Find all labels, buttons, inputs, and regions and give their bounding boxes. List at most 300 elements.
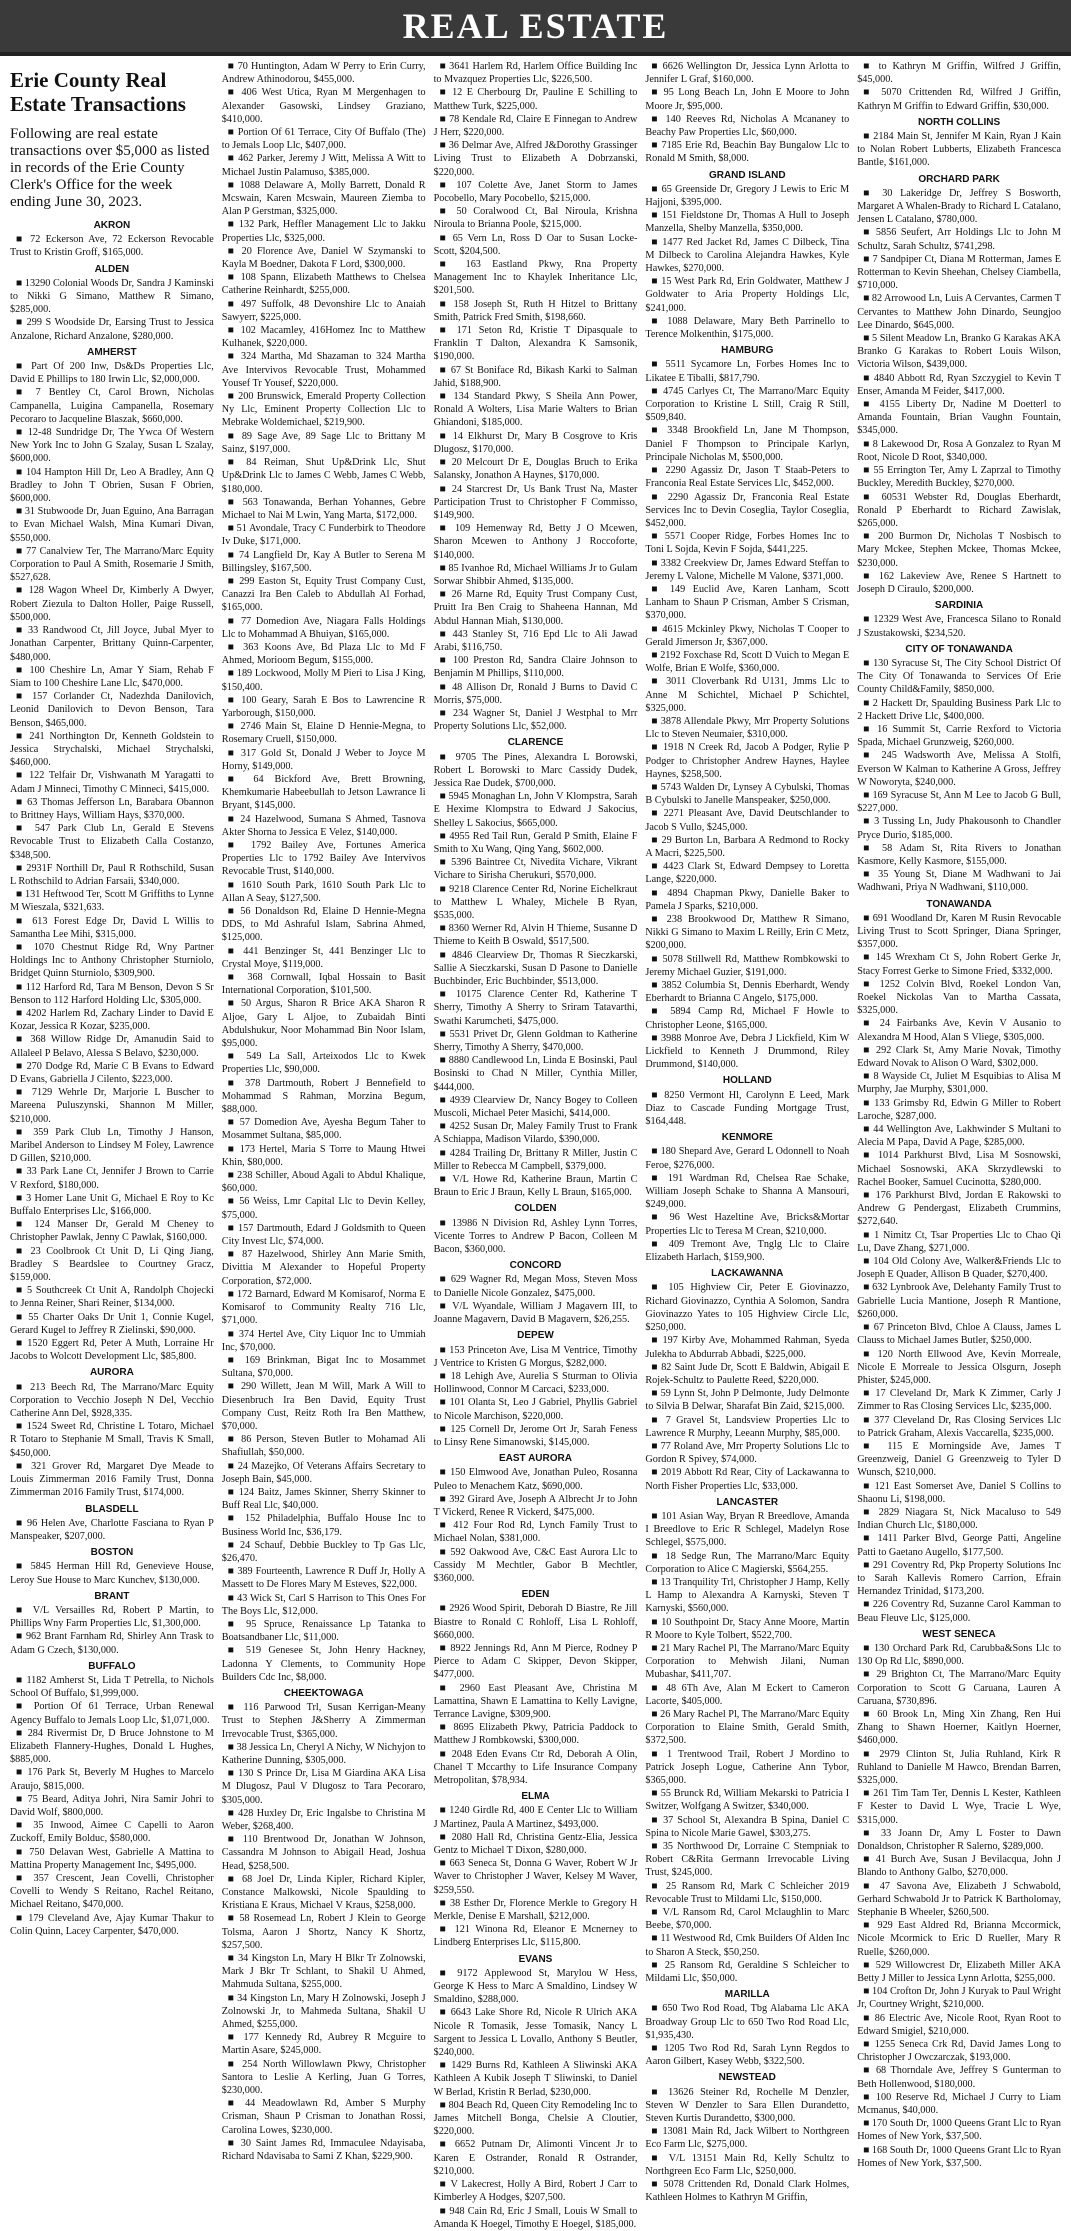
transaction-entry: ■ 691 Woodland Dr, Karen M Rusin Revocable Living Trust to Scott Springer, Diana Springer, $357,000. <box>857 912 1061 951</box>
transaction-entry: ■ 377 Cleveland Dr, Ras Closing Services Llc to Patrick Graham, Alexis Vaccarella, $235,000. <box>857 1414 1061 1439</box>
transaction-entry: ■ 299 Easton St, Equity Trust Company Cust, Canazzi Ira Ben Caleb to Abdullah Al Forhad, $165,000. <box>221 575 426 614</box>
transaction-entry: ■ 4284 Trailing Dr, Brittany R Miller, Justin C Miller to Rebecca M Campbell, $379,000. <box>433 1147 638 1172</box>
transaction-entry: ■ 4846 Clearview Dr, Thomas R Sieczkarski, Sallie A Sieczkarski, Susan D Pasone to Danielle Buchbinder, Eric Buchbinder, $513,000. <box>433 949 638 988</box>
transaction-entry: ■ 30 Saint James Rd, Immaculee Ndayisaba, Richard Ndavisaba to Sami Z Khan, $229,900. <box>221 2137 426 2163</box>
transaction-entry: ■ 2960 East Pleasant Ave, Christina M Lamattina, Shawn E Lamattina to Kelly Lavigne, Terrance Lavigne, $309,900. <box>433 1682 638 1720</box>
town-heading: ALDEN <box>94 263 130 275</box>
transaction-entry: ■ 58 Adam St, Rita Rivers to Jonathan Kasmore, Kelly Kasmore, $155,000. <box>857 842 1061 867</box>
transaction-entry: ■ 5078 Crittenden Rd, Donald Clark Holmes, Kathleen Holmes to Kathryn M Griffin, <box>645 2179 850 2204</box>
transaction-entry: ■ 56 Weiss, Lmr Capital Llc to Devin Kelley, $75,000. <box>221 1196 426 1221</box>
transaction-entry: ■ 163 Eastland Pkwy, Rna Property Management Inc to Khaylek Inheritance Llc, $201,500. <box>433 259 638 297</box>
transaction-entry: ■ 962 Brant Farnham Rd, Shirley Ann Trask to Adam G Czech, $130,000. <box>10 1631 214 1656</box>
transaction-entry: ■ 152 Philadelphia, Buffalo House Inc to Business World Inc, $36,179. <box>221 1513 426 1538</box>
transaction-entry: ■ 78 Kendale Rd, Claire E Finnegan to Andrew J Herr, $220,000. <box>433 113 638 139</box>
transaction-entry: ■ 5078 Stillwell Rd, Matthew Rombkowski to Jeremy Michael Guzier, $191,000. <box>645 953 850 978</box>
transaction-entry: ■ 359 Park Club Ln, Timothy J Hanson, Maribel Anderson to Lindsey M Foley, Lawrence D Gillen, $210,000. <box>10 1126 214 1165</box>
transaction-entry: ■ 1014 Parkhurst Blvd, Lisa M Sosnowski, Michael Sosnowski, AKA Skrzydlewski to Rachel Booker, Samuel Cucinotta, $280,000. <box>857 1150 1061 1188</box>
transaction-entry: ■ 191 Wardman Rd, Chelsea Rae Schake, William Joseph Schake to Shanna A Mansouri, $249,000. <box>645 1172 850 1211</box>
transaction-entry: ■ 33 Park Lane Ct, Jennifer J Brown to Carrie V Rexford, $180,000. <box>10 1166 214 1191</box>
transaction-entry: ■ 5945 Monaghan Ln, John V Klompstra, Sarah E Hexime Klompstra to Edward J Sakocius, Shelley L Sakocius, $665,000. <box>433 791 638 829</box>
town-heading: EDEN <box>521 1589 550 1601</box>
transaction-entry: ■ 8880 Candlewood Ln, Linda E Bosinski, Paul Bosinski to Chad N Miller, Cynthia Miller, $444,000. <box>433 1055 638 1093</box>
transaction-entry: ■ 10175 Clarence Center Rd, Katherine T Sherry, Timothy A Sherry to Sriram Tatavarthi, Swathi Karumcheti, $475,000. <box>433 989 638 1027</box>
transaction-entry: ■ 102 Macamley, 416Homez Inc to Matthew Kulhanek, $220,000. <box>221 325 426 350</box>
transaction-entry: ■ 6652 Putnam Dr, Alimonti Vincent Jr to Karen E Ostrander, Ronald R Ostrander, $210,000. <box>433 2139 638 2177</box>
transaction-entry: ■ V/L Ransom Rd, Carol Mclaughlin to Marc Beebe, $70,000. <box>645 1907 850 1932</box>
transaction-entry: ■ 5396 Baintree Ct, Nivedita Vichare, Vikrant Vichare to Sirisha Cherukuri, $570,000. <box>433 857 638 882</box>
transaction-entry: ■ 20 Florence Ave, Daniel W Szymanski to Kayla M Boedner, Dakota F Lord, $300,000. <box>221 245 426 271</box>
town-heading: ORCHARD PARK <box>918 173 1000 185</box>
transaction-entry: ■ 270 Dodge Rd, Marie C B Evans to Edward D Evans, Gabriella J Cilento, $223,000. <box>10 1060 214 1085</box>
transaction-entry: ■ 1088 Delaware, Mary Beth Parrinello to Terence Molkenthin, $175,000. <box>645 315 850 341</box>
transaction-entry: ■ 170 South Dr, 1000 Queens Grant Llc to Ryan Homes of New York, $37,500. <box>857 2118 1061 2143</box>
transaction-entry: ■ 1477 Red Jacket Rd, James C Dilbeck, Tina M Dilbeck to Carolina Alejandra Hawkes, Kyle Hawkes, $270,000. <box>645 236 850 275</box>
column-2 <box>221 60 426 2163</box>
transaction-entry: ■ 291 Coventry Rd, Pkp Property Solutions Inc to Sarah Kallevis Romero Carrion, Efrain Hernandez Trinidad, $173,200. <box>857 1559 1061 1598</box>
transaction-entry: ■ 4423 Clark St, Edward Dempsey to Loretta Lange, $220,000. <box>645 861 850 886</box>
article-body <box>0 60 1071 2230</box>
transaction-entry: ■ 8360 Werner Rd, Alvin H Thieme, Susanne D Thieme to Keith B Oswald, $517,500. <box>433 923 638 948</box>
transaction-entry: ■ 12-48 Sundridge Dr, The Ywca Of Western New York Inc to John G Szalay, Susan L Szalay, $600,000. <box>10 427 214 465</box>
transaction-entry: ■ 179 Cleveland Ave, Ajay Kumar Thakur to Colin Quinn, Lacey Carpenter, $470,000. <box>10 1912 214 1937</box>
transaction-entry: ■ V/L Wyandale, William J Magavern III, to Joanne Magavern, David B Magavern, $26,255. <box>433 1300 638 1326</box>
transaction-entry: ■ 1205 Two Rod Rd, Sarah Lynn Regdos to Aaron Gilbert, Kasey Webb, $322,500. <box>645 2043 850 2068</box>
transaction-entry: ■ 169 Syracuse St, Ann M Lee to Jacob G Bull, $227,000. <box>857 789 1061 815</box>
transaction-entry: ■ 412 Four Rod Rd, Lynch Family Trust to Michael Nolan, $381,000. <box>433 1520 638 1545</box>
transaction-entry: ■ 84 Reiman, Shut Up&Drink Llc, Shut Up&Drink Llc to James C Webb, James C Webb, $180,000. <box>221 457 426 495</box>
transaction-entry: ■ 6643 Lake Shore Rd, Nicole R Ulrich AKA Nicole R Tomasik, Jesse Tomasik, Nancy L Sargent to Jessica L Lovallo, Anthony S Beutler, $240,000. <box>433 2007 638 2059</box>
transaction-entry: ■ 77 Canalview Ter, The Marrano/Marc Equity Corporation to Paul A Smith, Rosemarie J Smith, $527,628. <box>10 545 214 584</box>
transaction-entry: ■ 104 Crofton Dr, John J Kuryak to Paul Wright Jr, Courtney Wright, $210,000. <box>857 1986 1061 2011</box>
transaction-entry: ■ 592 Oakwood Ave, C&C East Aurora Llc to Cassidy M Mechtler, Gabor B Mechtler, $360,000. <box>433 1546 638 1584</box>
transaction-entry: ■ 60 Brook Ln, Ming Xin Zhang, Ren Hui Zhang to Shawn Hoerner, Kaitlyn Hoerner, $460,000. <box>857 1708 1061 1747</box>
town-heading: EVANS <box>518 1953 553 1965</box>
transaction-entry: ■ 177 Kennedy Rd, Aubrey R Mcguire to Martin Asare, $245,000. <box>221 2032 426 2057</box>
transaction-entry: ■ 105 Highview Cir, Peter E Giovinazzo, Richard Giovinazzo, Cynthia A Solomon, Sandra Giovinazzo Yates to 105 Highview Circle Llc, $250,000. <box>645 1282 850 1334</box>
transaction-entry: ■ 86 Electric Ave, Nicole Root, Ryan Root to Edward Smigiel, $210,000. <box>857 2012 1061 2037</box>
transaction-entry: ■ 406 West Utica, Ryan M Mergenhagen to Alexander Gasowski, Lindsey Graziano, $410,000. <box>221 87 426 125</box>
transaction-entry: ■ Portion Of 61 Terrace, Urban Renewal Agency Buffalo to Jemals Loop Llc, $1,071,000. <box>10 1701 214 1726</box>
transaction-entry: ■ 17 Cleveland Dr, Mark K Zimmer, Carly J Zimmer to Ras Closing Services Llc, $235,000. <box>857 1388 1061 1413</box>
transaction-entry: ■ 549 La Sall, Arteixodos Llc to Kwek Properties Llc, $90,000. <box>221 1051 426 1076</box>
transaction-entry: ■ 2746 Main St, Elaine D Hennie-Megna, to Rosemary Cruell, $150,000. <box>221 721 426 746</box>
transaction-entry: ■ 25 Ransom Rd, Geraldine S Schleicher to Mildami Llc, $50,000. <box>645 1959 850 1985</box>
transaction-entry: ■ 176 Parkhurst Blvd, Jordan E Rakowski to Andrew G Pendergast, Elizabeth Crummins, $272,640. <box>857 1190 1061 1228</box>
transaction-entry: ■ 1792 Bailey Ave, Fortunes America Properties Llc to 1792 Bailey Ave Intervivos Revocable Trust, $140,000. <box>221 839 426 878</box>
transaction-entry: ■ 121 East Somerset Ave, Daniel S Collins to Shaonu Li, $198,000. <box>857 1480 1061 1505</box>
transaction-entry: ■ 70 Huntington, Adam W Perry to Erin Curry, Andrew Athinodorou, $455,000. <box>221 61 426 86</box>
transaction-entry: ■ 290 Willett, Jean M Will, Mark A Will to Diesenbruch Ira Ben David, Equity Trust Company Cust, Reitz Roth Ira Ben Matthew, $70,000. <box>221 1381 426 1432</box>
transaction-entry: ■ 3382 Creekview Dr, James Edward Steffan to Jeremy L Valone, Michelle M Valone, $371,000. <box>645 557 850 582</box>
transaction-entry: ■ 4202 Harlem Rd, Zachary Linder to David E Kozar, Jessica R Kozar, $235,000. <box>10 1007 214 1033</box>
town-heading: EAST AURORA <box>499 1453 572 1465</box>
transaction-entry: ■ 374 Hertel Ave, City Liquor Inc to Ummiah Inc, $70,000. <box>221 1328 426 1353</box>
transaction-entry: ■ 86 Person, Steven Butler to Mohamad Ali Shafiullah, $50,000. <box>221 1434 426 1459</box>
transaction-entry: ■ 55 Brunck Rd, William Mekarski to Patricia I Switzer, Wolfgang A Switzer, $340,000. <box>645 1788 850 1813</box>
transaction-entry: ■ 4955 Red Tail Run, Gerald P Smith, Elaine F Smith to Xu Wang, Qing Yang, $602,000. <box>433 830 638 855</box>
transaction-entry: ■ 101 Asian Way, Bryan R Breedlove, Amanda I Breedlove to Eric R Schlegel, Madelyn Rose Schlegel, $575,000. <box>645 1510 850 1549</box>
transaction-entry: ■ 213 Beech Rd, The Marrano/Marc Equity Corporation to Vecchio Joseph N Del, Vecchio Catherine Ann Del, $928,335. <box>10 1381 214 1420</box>
transaction-entry: ■ 9705 The Pines, Alexandra L Borowski, Robert L Borowski to Marc Cassidy Dudek, Jessica Rae Dudek, $700,000. <box>433 751 638 789</box>
town-heading: CONCORD <box>509 1260 562 1272</box>
transaction-entry: ■ 2290 Agassiz Dr, Franconia Real Estate Services Inc to Devin Coseglia, Taylor Coseglia, $452,000. <box>645 491 850 529</box>
transaction-entry: ■ 26 Marne Rd, Equity Trust Company Cust, Pruitt Ira Ben Craig to Shaheena Hannan, Md Abdul Hannan Miah, $130,000. <box>433 589 638 627</box>
transaction-entry: ■ 363 Koons Ave, Bd Plaza Llc to Md F Ahmed, Morioom Begum, $155,000. <box>221 641 426 667</box>
transaction-entry: ■ 14 Elkhurst Dr, Mary B Cosgrove to Kris Dlugosz, $170,000. <box>433 430 638 455</box>
transaction-entry: ■ 180 Shepard Ave, Gerard L Odonnell to Noah Feroe, $276,000. <box>645 1146 850 1171</box>
town-heading: DEPEW <box>517 1330 554 1342</box>
transaction-entry: ■ 67 Princeton Blvd, Chloe A Clauss, James L Clauss to Michael James Butler, $250,000. <box>857 1322 1061 1347</box>
transaction-entry: ■ 1255 Seneca Crk Rd, David James Long to Christopher J Owczarczak, $193,000. <box>857 2039 1061 2064</box>
transaction-entry: ■ 1182 Amherst St, Lida T Petrella, to Nichols School Of Buffalo, $1,999,000. <box>10 1674 214 1700</box>
transaction-entry: ■ 34 Kingston Ln, Mary H Zolnowski, Joseph J Zolnowski Jr, to Mahmeda Sultana, Shakil U Ahmed, $255,000. <box>221 1992 426 2031</box>
town-heading: NEWSTEAD <box>718 2072 776 2084</box>
transaction-entry: ■ 29 Brighton Ct, The Marrano/Marc Equity Corporation to Scott G Caruana, Lauren A Caruana, $730,896. <box>857 1669 1061 1707</box>
transaction-entry: ■ 85 Ivanhoe Rd, Michael Williams Jr to Gulam Sorwar Shibbir Ahmed, $135,000. <box>433 562 638 587</box>
transaction-entry: ■ 124 Baitz, James Skinner, Sherry Skinner to Buff Real Llc, $40,000. <box>221 1486 426 1512</box>
transaction-entry: ■ 16 Summit St, Carrie Rexford to Victoria Spada, Michael Grunzweig, $260,000. <box>857 723 1061 749</box>
transaction-entry: ■ to Kathryn M Griffin, Wilfred J Griffin, $45,000. <box>857 61 1061 86</box>
transaction-entry: ■ 38 Jessica Ln, Cheryl A Nichy, W Nichyjon to Katherine Dunning, $305,000. <box>221 1741 426 1766</box>
town-heading: CHEEKTOWAGA <box>283 1687 364 1699</box>
transaction-entry: ■ 317 Gold St, Donald J Weber to Joyce M Horny, $149,000. <box>221 747 426 772</box>
transaction-entry: ■ 36 Delmar Ave, Alfred J&Dorothy Grassinger Living Trust to Elizabeth A Dobrzanski, $220,000. <box>433 140 638 178</box>
transaction-entry: ■ 5 Silent Meadow Ln, Branko G Karakas AKA Branko G Karakas to Robert Louis Wilson, Victoria Wilson, $439,000. <box>857 333 1061 371</box>
transaction-entry: ■ 24 Starcrest Dr, Us Bank Trust Na, Master Participation Trust to Christopher F Commisso, $149,900. <box>433 483 638 521</box>
transaction-entry: ■ 104 Hampton Hill Dr, Leo A Bradley, Ann Q Bradley to John T Obrien, Susan F Obrien, $600,000. <box>10 466 214 505</box>
transaction-entry: ■ 9172 Applewood St, Marylou W Hess, George K Hess to Marc A Smaldino, Lindsey W Smaldino, $288,000. <box>433 1967 638 2006</box>
town-heading: AMHERST <box>87 346 137 358</box>
transaction-entry: ■ 72 Eckerson Ave, 72 Eckerson Revocable Trust to Kristin Groff, $165,000. <box>10 234 214 259</box>
transaction-entry: ■ 5894 Camp Rd, Michael F Howle to Christopher Leone, $165,000. <box>645 1006 850 1031</box>
transaction-entry: ■ 1918 N Creek Rd, Jacob A Podger, Rylie P Podger to Christopher Andrew Haynes, Haylee Haynes, $258,500. <box>645 742 850 780</box>
transaction-entry: ■ 2048 Eden Evans Ctr Rd, Deborah A Olin, Chanel T Mccarthy to Life Insurance Company Metropolitan, $78,934. <box>433 1748 638 1786</box>
transaction-entry: ■ 547 Park Club Ln, Gerald E Stevens Revocable Trust to Elizabeth Calla Costanzo, $348,500. <box>10 823 214 861</box>
transaction-entry: ■ 60531 Webster Rd, Douglas Eberhardt, Ronald P Eberhardt to Richard Zawislak, $265,000. <box>857 491 1061 529</box>
town-heading: CITY OF TONAWANDA <box>905 643 1013 655</box>
transaction-entry: ■ 929 East Aldred Rd, Brianna Mccormick, Nicole Mcormick to Eric D Rueller, Mary R Ruelle, $260,000. <box>857 1920 1061 1958</box>
town-heading: CLARENCE <box>507 737 564 749</box>
transaction-entry: ■ 100 Geary, Sarah E Bos to Lawrencine R Yarborough, $150,000. <box>221 694 426 719</box>
transaction-entry: ■ V Lakecrest, Holly A Bird, Robert J Carr to Kimberley A Hodges, $207,500. <box>433 2179 638 2204</box>
transaction-entry: ■ 57 Domedion Ave, Ayesha Begum Taher to Mosammet Sultana, $85,000. <box>221 1117 426 1142</box>
transaction-entry: ■ 261 Tim Tam Ter, Dennis L Kester, Kathleen F Kester to David L Wye, Tracie L Wye, $315,000. <box>857 1788 1061 1826</box>
transaction-entry: ■ V/L Howe Rd, Katherine Braun, Martin C Braun to Eric J Braun, Kelly L Braun, $165,000. <box>433 1174 638 1199</box>
transaction-entry: ■ 171 Seton Rd, Kristie T Dipasquale to Franklin T Dalton, Alexandra K Samsonik, $190,000. <box>433 325 638 363</box>
town-heading: TONAWANDA <box>926 898 992 910</box>
transaction-entry: ■ 158 Joseph St, Ruth H Hitzel to Brittany Smith, Patrick Fred Smith, $198,660. <box>433 298 638 323</box>
transaction-entry: ■ 13081 Main Rd, Jack Wilbert to Northgreen Eco Farm Llc, $275,000. <box>645 2126 850 2151</box>
transaction-entry: ■ 389 Fourteenth, Lawrence R Duff Jr, Holly A Massett to De Flores Mary M Esteves, $22,000. <box>221 1566 426 1591</box>
transaction-entry: ■ 24 Schauf, Debbie Buckley to Tp Gas Llc, $26,470. <box>221 1539 426 1564</box>
transaction-entry: ■ 31 Stubwoode Dr, Juan Eguino, Ana Barragan to Evan Michael Walsh, Mina Kumari Divan, $550,000. <box>10 506 214 544</box>
transaction-entry: ■ 41 Burch Ave, Susan J Bevilacqua, John J Blando to Anthony Galbo, $270,000. <box>857 1854 1061 1879</box>
transaction-entry: ■ 130 Syracuse St, The City School District Of The City Of Tonawanda to Services Of Erie County Child&Family, $850,000. <box>857 657 1061 696</box>
town-heading: HOLLAND <box>722 1075 772 1087</box>
article-headline: Erie County Real Estate Transactions <box>10 68 186 116</box>
transaction-entry: ■ 12329 West Ave, Francesca Silano to Ronald J Szustakowski, $234,520. <box>857 614 1061 639</box>
transaction-entry: ■ 2019 Abbott Rd Rear, City of Lackawanna to North Fisher Properties Llc, $33,000. <box>645 1467 850 1492</box>
transaction-entry: ■ 4155 Liberty Dr, Nadine M Doetterl to Amanda Fountain, Brian Vaughn Fountain, $345,000. <box>857 399 1061 437</box>
transaction-entry: ■ 8922 Jennings Rd, Ann M Pierce, Rodney P Pierce to Adam C Skipper, Devon Skipper, $477,000. <box>433 1642 638 1681</box>
column-1 <box>10 60 214 1936</box>
town-heading: LACKAWANNA <box>711 1268 784 1280</box>
transaction-entry: ■ 30 Lakeridge Dr, Jeffrey S Bosworth, Margaret A Whalen-Brady to Richard L Catalano, Jensen L Catalano, $780,000. <box>857 187 1061 226</box>
transaction-entry: ■ 104 Old Colony Ave, Walker&Friends Llc to Joseph E Quader, Allison B Quader, $270,400. <box>857 1256 1061 1281</box>
transaction-entry: ■ 6626 Wellington Dr, Jessica Lynn Arlotta to Jennifer L Graf, $160,000. <box>645 61 850 86</box>
transaction-entry: ■ 162 Lakeview Ave, Renee S Hartnett to Joseph D Ciraulo, $200,000. <box>857 570 1061 595</box>
transaction-entry: ■ 25 Ransom Rd, Mark C Schleicher 2019 Revocable Trust to Mildami Llc, $150,000. <box>645 1880 850 1905</box>
transaction-entry: ■ 324 Martha, Md Shazaman to 324 Martha Ave Intervivos Revocable Trust, Mohammed Yousef Tr Yousef, $220,000. <box>221 351 426 389</box>
transaction-entry: ■ 12 E Cherbourg Dr, Pauline E Schilling to Matthew Turk, $225,000. <box>433 87 638 112</box>
transaction-entry: ■ 529 Willowcrest Dr, Elizabeth Miller AKA Betty J Miller to Jessica Lynn Arlotta, $255,000. <box>857 1959 1061 1985</box>
transaction-entry: ■ 629 Wagner Rd, Megan Moss, Steven Moss to Danielle Nicole Gonzalez, $475,000. <box>433 1274 638 1299</box>
transaction-entry: ■ 2192 Foxchase Rd, Scott D Vuich to Megan E Wolfe, Brian E Wolfe, $360,000. <box>645 649 850 675</box>
transaction-entry: ■ 48 6Th Ave, Alan M Eckert to Cameron Lacorte, $405,000. <box>645 1682 850 1707</box>
transaction-entry: ■ 1610 South Park, 1610 South Park Llc to Allan A Seay, $127,500. <box>221 879 426 904</box>
transaction-entry: ■ 13290 Colonial Woods Dr, Sandra J Kaminski to Nikki G Simano, Matthew R Simano, $285,000. <box>10 277 214 316</box>
transaction-entry: ■ 50 Argus, Sharon R Brice AKA Sharon R Aljoe, Gary L Aljoe, to Zubaidah Binti Abdulshukur, Noor Mohammad Bin Noor Islam, $95,000. <box>221 998 426 1050</box>
transaction-entry: ■ 7129 Wehrle Dr, Marjorie L Buscher to Mareena Puluszynski, Shannon M Miller, $210,000. <box>10 1087 214 1125</box>
transaction-entry: ■ 189 Lockwood, Molly M Pieri to Lisa J King, $150,400. <box>221 668 426 693</box>
transaction-entry: ■ 1240 Girdle Rd, 400 E Center Llc to William J Martinez, Paula A Martinez, $493,000. <box>433 1805 638 1830</box>
transaction-entry: ■ 632 Lynbrook Ave, Delehanty Family Trust to Gabrielle Lucia Mantione, Joseph R Mantione, $260,000. <box>857 1282 1061 1320</box>
transaction-entry: ■ 1 Nimitz Ct, Tsar Properties Llc to Chao Qi Lu, Dave Zhang, $271,000. <box>857 1229 1061 1254</box>
transaction-entry: ■ 292 Clark St, Amy Marie Novak, Timothy Edward Novak to Alison O Ward, $302,000. <box>857 1044 1061 1070</box>
transaction-entry: ■ 29 Burton Ln, Barbara A Redmond to Rocky A Macri, $225,500. <box>645 834 850 859</box>
transaction-entry: ■ 804 Beach Rd, Queen City Remodeling Inc to James Mitchell Bonga, Chelsie A Cloutier, $220,000. <box>433 2099 638 2138</box>
transaction-entry: ■ 2926 Wood Spirit, Deborah D Biastre, Re Jill Biastre to Ronald C Rohloff, Lisa L Rohloff, $660,000. <box>433 1603 638 1641</box>
transaction-entry: ■ 1524 Sweet Rd, Christine L Totaro, Michael R Totaro to Stephanie M Small, Travis K Small, $450,000. <box>10 1421 214 1459</box>
transaction-entry: ■ 8 Wayside Ct, Juliet M Esquibias to Alisa M Murphy, Jae Murphy, $301,000. <box>857 1071 1061 1096</box>
transaction-entry: ■ 56 Donaldson Rd, Elaine D Hennie-Megna DDS, to Md Ashraful Islam, Sabrina Ahmed, $125,000. <box>221 906 426 944</box>
transaction-entry: ■ 245 Wadsworth Ave, Melissa A Stolfi, Everson W Kalman to Katherine A Gross, Jeffrey W Noworyta, $240,000. <box>857 750 1061 788</box>
transaction-entry: ■ 176 Park St, Beverly M Hughes to Marcelo Araujo, $815,000. <box>10 1767 214 1792</box>
article-intro: Following are real estate transactions over $5,000 as listed in records of the Erie County Clerk's Office for the week ending June 30, 2023. <box>10 126 210 210</box>
town-heading: HAMBURG <box>721 345 774 357</box>
transaction-entry: ■ 48 Allison Dr, Ronald J Burns to David C Morris, $75,000. <box>433 681 638 706</box>
transaction-entry: ■ 26 Mary Rachel Pl, The Marrano/Marc Equity Corporation to Elaine Smith, Gerald Smith, $372,500. <box>645 1708 850 1747</box>
transaction-entry: ■ 750 Delavan West, Gabrielle A Mattina to Mattina Property Management Inc, $495,000. <box>10 1846 214 1871</box>
transaction-entry: ■ 38 Esther Dr, Florence Merkle to Gregory H Merkle, Denise E Marshall, $212,000. <box>433 1897 638 1923</box>
transaction-entry: ■ 4745 Carlyes Ct, The Marrano/Marc Equity Corporation to Kristine L Still, Craig R Still, $509,840. <box>645 385 850 424</box>
transaction-entry: ■ 497 Suffolk, 48 Devonshire Llc to Anaiah Sawyerr, $225,000. <box>221 298 426 323</box>
transaction-entry: ■ 68 Joel Dr, Linda Kipler, Richard Kipler, Constance Malkowski, Nicole Spaulding to Kristiana E Kraus, Michael V Kraus, $258,000. <box>221 1873 426 1912</box>
town-heading: BLASDELL <box>85 1503 139 1515</box>
town-heading: ELMA <box>521 1791 550 1803</box>
transaction-entry: ■ 140 Reeves Rd, Nicholas A Mcananey to Beachy Paw Properties Llc, $60,000. <box>645 113 850 139</box>
transaction-entry: ■ 24 Mazejko, Of Veterans Affairs Secretary to Joseph Bain, $45,000. <box>221 1460 426 1485</box>
transaction-entry: ■ 613 Forest Edge Dr, David L Willis to Samantha Lee Mihi, $315,000. <box>10 915 214 940</box>
transaction-entry: ■ 145 Wrexham Ct S, John Robert Gerke Jr, Stacy Forrest Gerke to Simone Fried, $332,000. <box>857 952 1061 977</box>
transaction-entry: ■ 131 Heftwood Ter, Scott M Griffiths to Lynne M Wieszala, $321,633. <box>10 889 214 914</box>
transaction-entry: ■ 112 Harford Rd, Tara M Benson, Devon S Sr Benson to 112 Harford Holding Llc, $305,000. <box>10 981 214 1006</box>
transaction-entry: ■ 153 Princeton Ave, Lisa M Ventrice, Timothy J Ventrice to Kristen G Morgus, $282,000. <box>433 1344 638 1369</box>
transaction-entry: ■ 8 Lakewood Dr, Rosa A Gonzalez to Ryan M Root, Nicole D Root, $340,000. <box>857 438 1061 463</box>
transaction-entry: ■ 55 Errington Ter, Amy L Zaprzal to Timothy Buckley, Meredith Buckley, $270,000. <box>857 465 1061 490</box>
transaction-entry: ■ 197 Kirby Ave, Mohammed Rahman, Syeda Julekha to Abdurrab Abbadi, $225,000. <box>645 1335 850 1360</box>
transaction-entry: ■ 368 Willow Ridge Dr, Amanudin Said to Allaleel P Belavo, Alessa S Belavo, $230,000. <box>10 1034 214 1059</box>
transaction-entry: ■ 51 Avondale, Tracy C Funderbirk to Theodore Iv Duke, $171,000. <box>221 523 426 548</box>
transaction-entry: ■ 3852 Columbia St, Dennis Eberhardt, Wendy Eberhardt to Brianna C Angelo, $175,000. <box>645 980 850 1005</box>
transaction-entry: ■ 101 Olanta St, Leo J Gabriel, Phyllis Gabriel to Nicole Marchison, $220,000. <box>433 1397 638 1422</box>
transaction-entry: ■ 82 Arrowood Ln, Luis A Cervantes, Carmen T Cervantes to Matthew John Dinardo, Seungjoo Lee Dinardo, $645,000. <box>857 293 1061 331</box>
transaction-entry: ■ 100 Cheshire Ln, Amar Y Siam, Rehab F Siam to 100 Cheshire Lane Llc, $470,000. <box>10 664 214 689</box>
town-heading: AURORA <box>89 1367 134 1379</box>
transaction-entry: ■ 169 Brinkman, Bigat Inc to Mosammet Sultana, $70,000. <box>221 1354 426 1380</box>
transaction-entry: ■ 120 North Ellwood Ave, Kevin Morreale, Nicole E Morreale to Jessica Olsgurn, Joseph Phister, $245,000. <box>857 1348 1061 1386</box>
transaction-entry: ■ Part Of 200 Inw, Ds&Ds Properties Llc, David E Phillips to 180 Irwin Llc, $2,000,000. <box>10 361 214 386</box>
transaction-entry: ■ 20 Melcourt Dr E, Douglas Bruch to Erika Salansky, Jonathon A Haynes, $170,000. <box>433 457 638 482</box>
transaction-entry: ■ 5 Southcreek Ct Unit A, Randolph Chojecki to Jenna Reiner, Shari Reiner, $134,000. <box>10 1285 214 1310</box>
transaction-entry: ■ 173 Hertel, Maria S Torre to Maung Htwei Khin, $80,000. <box>221 1143 426 1168</box>
transaction-entry: ■ 96 Helen Ave, Charlotte Fasciana to Ryan P Manspeaker, $207,000. <box>10 1517 214 1542</box>
transaction-entry: ■ 8695 Elizabeth Pkwy, Patricia Paddock to Matthew J Rombkowski, $300,000. <box>433 1722 638 1747</box>
transaction-entry: ■ 95 Spruce, Renaissance Lp Tatanka to Boatsandbaner Llc, $11,000. <box>221 1618 426 1644</box>
transaction-entry: ■ 121 Winona Rd, Eleanor E Mcnerney to Lindberg Enterprises Llc, $115,800. <box>433 1924 638 1949</box>
transaction-entry: ■ 89 Sage Ave, 89 Sage Llc to Brittany M Sainz, $197,000. <box>221 430 426 455</box>
transaction-entry: ■ 5531 Privet Dr, Glenn Goldman to Katherine Sherry, Timothy A Sherry, $470,000. <box>433 1028 638 1054</box>
town-heading: WEST SENECA <box>922 1628 996 1640</box>
transaction-entry: ■ 3348 Brookfield Ln, Jane M Thompson, Daniel F Thompson to Principale Karlyn, Principale Nicholas M, $500,000. <box>645 425 850 463</box>
transaction-entry: ■ 100 Preston Rd, Sandra Claire Johnson to Benjamin M Phillips, $110,000. <box>433 655 638 680</box>
transaction-entry: ■ 1411 Parker Blvd, George Patti, Angeline Patti to Gaetano Augello, $177,500. <box>857 1533 1061 1558</box>
transaction-entry: ■ 9218 Clarence Center Rd, Norine Eichelkraut to Matthew L Whaley, Michele B Ryan, $535,000. <box>433 883 638 921</box>
transaction-entry: ■ 95 Long Beach Ln, John E Moore to John Moore Jr, $95,000. <box>645 87 850 112</box>
town-heading: KENMORE <box>721 1132 773 1144</box>
transaction-entry: ■ 5856 Seufert, Arr Holdings Llc to John M Schultz, Sarah Schultz, $741,298. <box>857 227 1061 252</box>
transaction-entry: ■ 2 Hackett Dr, Spaulding Business Park Llc to 2 Hackett Drive Llc, $400,000. <box>857 697 1061 722</box>
transaction-entry: ■ 47 Savona Ave, Elizabeth J Schwabold, Gerhard Schwabold Jr to Patrick K Bartholomay, Stephanie B Wheeler, $260,500. <box>857 1880 1061 1919</box>
transaction-entry: ■ 7 Bentley Ct, Carol Brown, Nicholas Campanella, Luigina Campanella, Rosemary Pecoraro to Jacqueline Blaszak, $660,000. <box>10 387 214 425</box>
transaction-entry: ■ 172 Barnard, Edward M Komisarof, Norma E Komisarof to Community Realty 716 Llc, $71,000. <box>221 1288 426 1327</box>
transaction-entry: ■ 1429 Burns Rd, Kathleen A Sliwinski AKA Kathleen A Kubik Joseph T Sliwinski, to Daniel W Berlad, Kristin R Berlad, $230,000. <box>433 2060 638 2098</box>
transaction-entry: ■ 1520 Eggert Rd, Peter A Muth, Lorraine Hr Jacobs to Wolcott Development Llc, $85,800. <box>10 1338 214 1363</box>
town-heading: AKRON <box>93 220 131 231</box>
transaction-entry: ■ V/L Versailles Rd, Robert P Martin, to Phillips Wny Farm Properties Llc, $1,300,000. <box>10 1604 214 1630</box>
transaction-entry: ■ 5070 Crittenden Rd, Wilfred J Griffin, Kathryn M Griffin to Edward Griffin, $30,000. <box>857 87 1061 112</box>
transaction-entry: ■ 2271 Pleasant Ave, David Deutschlander to Jacob S Vullo, $245,000. <box>645 808 850 833</box>
transaction-entry: ■ 44 Wellington Ave, Lakhwinder S Multani to Alecia M Papa, David A Page, $285,000. <box>857 1124 1061 1149</box>
column-4 <box>645 60 850 2204</box>
transaction-entry: ■ 5743 Walden Dr, Lynsey A Cybulski, Thomas B Cybulski to Janelle Manspeaker, $250,000. <box>645 781 850 807</box>
transaction-entry: ■ 4939 Clearview Dr, Nancy Bogey to Colleen Muscoli, Michael Peter Masichi, $414,000. <box>433 1094 638 1120</box>
transaction-entry: ■ 64 Bickford Ave, Brett Browning, Khemkumarie Habeebullah to Jetson Lawrance Ii Bryant, $145,000. <box>221 773 426 812</box>
transaction-entry: ■ 5511 Sycamore Ln, Forbes Homes Inc to Likatee E Tiballi, $817,790. <box>645 359 850 384</box>
transaction-entry: ■ 151 Fieldstone Dr, Thomas A Hull to Joseph Manzella, Shelby Manzella, $350,000. <box>645 210 850 235</box>
column-3 <box>433 60 638 2230</box>
town-heading: GRAND ISLAND <box>708 169 786 181</box>
transaction-entry: ■ 4840 Abbott Rd, Ryan Szczygiel to Kevin T Enser, Amanda M Feider, $417,000. <box>857 372 1061 397</box>
transaction-entry: ■ 238 Brookwood Dr, Matthew R Simano, Nikki G Simano to Maxim L Reilly, Erin C Metz, $200,000. <box>645 914 850 952</box>
transaction-entry: ■ 4894 Chapman Pkwy, Danielle Baker to Pamela J Sparks, $210,000. <box>645 887 850 912</box>
transaction-entry: ■ 2979 Clinton St, Julia Ruhland, Kirk R Ruhland to Danielle M Hawco, Brendan Barren, $325,000. <box>857 1748 1061 1786</box>
town-heading: BRANT <box>94 1590 130 1602</box>
transaction-entry: ■ 18 Lehigh Ave, Aurelia S Sturman to Olivia Hollinwood, Connor M Carcaci, $233,000. <box>433 1370 638 1396</box>
transaction-entry: ■ 58 Rosemead Ln, Robert J Klein to George Tolsma, Aaron J Shortz, Nancy K Shortz, $257,500. <box>221 1913 426 1951</box>
transaction-entry: ■ 5571 Cooper Ridge, Forbes Homes Inc to Toni L Sojda, Kevin F Sojda, $441,225. <box>645 531 850 556</box>
section-banner <box>0 0 1071 56</box>
transaction-entry: ■ 650 Two Rod Road, Tbg Alabama Llc AKA Broadway Group Llc to 650 Two Rod Road Llc, $1,935,430. <box>645 2003 850 2041</box>
transaction-entry: ■ 7185 Erie Rd, Beachin Bay Bungalow Llc to Ronald M Smith, $8,000. <box>645 140 850 165</box>
transaction-entry: ■ 108 Spann, Elizabeth Matthews to Chelsea Catherine Reinhardt, $255,000. <box>221 272 426 297</box>
transaction-entry: ■ 663 Seneca St, Donna G Waver, Robert W Jr Waver to Christopher J Waver, Kelsey M Waver, $259,550. <box>433 1858 638 1896</box>
transaction-entry: ■ V/L 13151 Main Rd, Kelly Schultz to Northgreen Eco Farm Llc, $250,000. <box>645 2152 850 2177</box>
transaction-entry: ■ 134 Standard Pkwy, S Sheila Ann Power, Ronald A Wolters, Lisa Marie Walters to Brian Ghiandoni, $185,000. <box>433 391 638 429</box>
transaction-entry: ■ 68 Thorndale Ave, Jeffrey S Gunterman to Beth Hollenwood, $180,000. <box>857 2065 1061 2090</box>
transaction-entry: ■ 200 Brunswick, Emerald Property Collection Ny Llc, Eminent Property Collection Llc to Mebrake Woldemichael, $219,900. <box>221 391 426 429</box>
transaction-entry: ■ 35 Inwood, Aimee C Capelli to Aaron Zuckoff, Emily Bolduc, $580,000. <box>10 1820 214 1845</box>
transaction-entry: ■ 50 Coralwood Ct, Bal Niroula, Krishna Niroula to Brianna Poole, $215,000. <box>433 206 638 231</box>
transaction-entry: ■ 133 Grimsby Rd, Edwin G Miller to Robert Laroche, $287,000. <box>857 1097 1061 1122</box>
transaction-entry: ■ 563 Tonawanda, Berhan Yohannes, Gebre Michael to Nai M Lwin, Yang Marta, $172,000. <box>221 496 426 521</box>
transaction-entry: ■ 226 Coventry Rd, Suzanne Carol Kamman to Beau Fleuve Llc, $125,000. <box>857 1599 1061 1624</box>
transaction-entry: ■ 948 Cain Rd, Eric J Small, Louis W Small to Amanda K Hoegel, Timothy E Hoegel, $185,000. <box>433 2205 638 2230</box>
transaction-entry: ■ 13626 Steiner Rd, Rochelle M Denzler, Steven W Denzler to Sara Ellen Durandetto, Steven Kurtis Durandetto, $300,000. <box>645 2086 850 2125</box>
transaction-entry: ■ 392 Girard Ave, Joseph A Albrecht Jr to John T Vickerd, Renee R Vickerd, $475,000. <box>433 1493 638 1518</box>
transaction-entry: ■ 124 Manser Dr, Gerald M Cheney to Christopher Pawlak, Jenny C Pawlak, $160,000. <box>10 1219 214 1244</box>
town-heading: MARILLA <box>724 1989 770 2001</box>
transaction-entry: ■ Portion Of 61 Terrace, City Of Buffalo (The) to Jemals Loop Llc, $407,000. <box>221 127 426 152</box>
transaction-entry: ■ 378 Dartmouth, Robert J Bennefield to Mohammad S Rahman, Morzina Begum, $88,000. <box>221 1077 426 1116</box>
transaction-entry: ■ 238 Schiller, Aboud Agali to Abdul Khalique, $60,000. <box>221 1170 426 1195</box>
transaction-entry: ■ 3878 Allendale Pkwy, Mrr Property Solutions Llc to Steven Neumaier, $310,000. <box>645 715 850 741</box>
transaction-entry: ■ 33 Randwood Ct, Jill Joyce, Jubal Myer to Jonathan Carpenter, Brittany Quinn-Carpenter, $480,000. <box>10 625 214 663</box>
transaction-entry: ■ 1088 Delaware A, Molly Barrett, Donald R Mcswain, Karen Mcswain, Maureen Ziemba to Alan P Gerstman, $325,000. <box>221 179 426 218</box>
transaction-entry: ■ 33 Joann Dr, Amy L Foster to Dawn Donaldson, Christopher R Salerno, $289,000. <box>857 1827 1061 1853</box>
transaction-entry: ■ 44 Meadowlawn Rd, Amber S Murphy Crisman, Shaun P Crisman to Jonathan Rossi, Carolina Lowes, $230,000. <box>221 2098 426 2136</box>
transaction-entry: ■ 63 Thomas Jefferson Ln, Barabara Obannon to Brittney Hays, William Hays, $370,000. <box>10 796 214 821</box>
transaction-entry: ■ 115 E Morningside Ave, James T Greenzweig, Daniel G Greenzweig to Tyler D Wunsch, $210,000. <box>857 1440 1061 1479</box>
transaction-entry: ■ 409 Tremont Ave, Tnglg Llc to Claire Elizabeth Harlach, $159,900. <box>645 1238 850 1264</box>
transaction-entry: ■ 13 Tranquility Trl, Christopher J Hamp, Kelly L Hamp to Alexandra A Karnyski, Steven T Karnyski, $560,000. <box>645 1576 850 1615</box>
town-heading: NORTH COLLINS <box>917 116 1001 128</box>
transaction-entry: ■ 4252 Susan Dr, Maley Family Trust to Frank A Schiappa, Madison Vilardo, $390,000. <box>433 1121 638 1146</box>
transaction-entry: ■ 2080 Hall Rd, Christina Gentz-Elia, Jessica Gentz to Michael T Dixon, $280,000. <box>433 1831 638 1857</box>
town-heading: BUFFALO <box>88 1660 136 1672</box>
transaction-entry: ■ 321 Grover Rd, Margaret Dye Meade to Louis Zimmerman 2016 Family Trust, Donna Zimmerman 2016 Family Trust, $174,000. <box>10 1460 214 1499</box>
transaction-entry: ■ 3 Tussing Ln, Judy Phakousonh to Chandler Pryce Durio, $185,000. <box>857 816 1061 841</box>
transaction-entry: ■ 284 Rivermist Dr, D Bruce Johnstone to M Elizabeth Flannery-Hughes, Donald L Hughes, $885,000. <box>10 1727 214 1766</box>
transaction-entry: ■ 75 Beard, Aditya Johri, Nira Samir Johri to David Wolf, $800,000. <box>10 1793 214 1818</box>
transaction-entry: ■ 1252 Colvin Blvd, Roekel London Van, Roekel Nickolas Van to Martha Cassata, $325,000. <box>857 978 1061 1017</box>
transaction-entry: ■ 254 North Willowlawn Pkwy, Christopher Santora to Leslie A Kerling, Juan G Torres, $230,000. <box>221 2058 426 2097</box>
town-heading: COLDEN <box>514 1203 557 1215</box>
transaction-entry: ■ 24 Hazelwood, Sumana S Ahmed, Tasnova Akter Shorna to Jessica E Velez, $140,000. <box>221 813 426 838</box>
town-heading: LANCASTER <box>716 1496 779 1508</box>
transaction-entry: ■ 149 Euclid Ave, Karen Lanham, Scott Lanham to Shaun P Crisman, Amber S Crisman, $370,000. <box>645 583 850 622</box>
transaction-entry: ■ 35 Northwood Dr, Lorraine C Stempniak to Robert C&Rita Germann Irrevocable Living Trust, $245,000. <box>645 1841 850 1879</box>
transaction-entry: ■ 107 Colette Ave, Janet Storm to James Pocobello, Mary Pocobello, $215,000. <box>433 179 638 205</box>
transaction-entry: ■ 368 Cornwall, Iqbal Hossain to Basit International Corporation, $101,500. <box>221 972 426 997</box>
transaction-entry: ■ 35 Young St, Diane M Wadhwani to Jai Wadhwani, Priya N Wadhwani, $110,000. <box>857 869 1061 894</box>
transaction-entry: ■ 11 Westwood Rd, Cmk Builders Of Alden Inc to Sharon A Steck, $50,250. <box>645 1933 850 1958</box>
transaction-entry: ■ 157 Dartmouth, Edard J Goldsmith to Queen City Invest Llc, $74,000. <box>221 1222 426 1248</box>
transaction-entry: ■ 15 West Park Rd, Erin Goldwater, Matthew J Goldwater to Aria Property Holdings Llc, $241,000. <box>645 276 850 314</box>
transaction-entry: ■ 5845 Herman Hill Rd, Genevieve House, Leroy Sue House to Marc Kunchev, $130,000. <box>10 1561 214 1586</box>
transaction-entry: ■ 8250 Vermont Hl, Carolynn E Leed, Mark Diaz to Cascade Funding Mortgage Trust, $164,448. <box>645 1089 850 1128</box>
transaction-entry: ■ 82 Saint Jude Dr, Scott E Baldwin, Abigail E Rojek-Schultz to Paulette Reed, $220,000. <box>645 1361 850 1386</box>
transaction-entry: ■ 43 Wick St, Carl S Harrison to This Ones For The Boys Llc, $12,000. <box>221 1592 426 1617</box>
transaction-entry: ■ 125 Cornell Dr, Jerome Ort Jr, Sarah Feness to Linsy Rene Simanowski, $145,000. <box>433 1423 638 1448</box>
transaction-entry: ■ 7 Gravel St, Landsview Properties Llc to Lawrence R Murphy, Leeann Murphy, $85,000. <box>645 1414 850 1439</box>
transaction-entry: ■ 168 South Dr, 1000 Queens Grant Llc to Ryan Homes of New York, $37,500. <box>857 2144 1061 2169</box>
transaction-entry: ■ 110 Brentwood Dr, Jonathan W Johnson, Cassandra M Johnson to Abigail Head, Joshua Head, $258,500. <box>221 1834 426 1872</box>
transaction-entry: ■ 77 Domedion Ave, Niagara Falls Holdings Llc to Mohammad A Bhuiyan, $165,000. <box>221 615 426 640</box>
transaction-entry: ■ 441 Benzinger St, 441 Benzinger Llc to Crystal Moye, $119,000. <box>221 945 426 970</box>
transaction-entry: ■ 3988 Monroe Ave, Debra J Lickfield, Kim W Lickfield to Kenneth J Drummond, Riley Drummond, $140,000. <box>645 1032 850 1071</box>
transaction-entry: ■ 13986 N Division Rd, Ashley Lynn Torres, Vicente Torres to Andrew P Bacon, Colleen M Bacon, $360,000. <box>433 1217 638 1256</box>
